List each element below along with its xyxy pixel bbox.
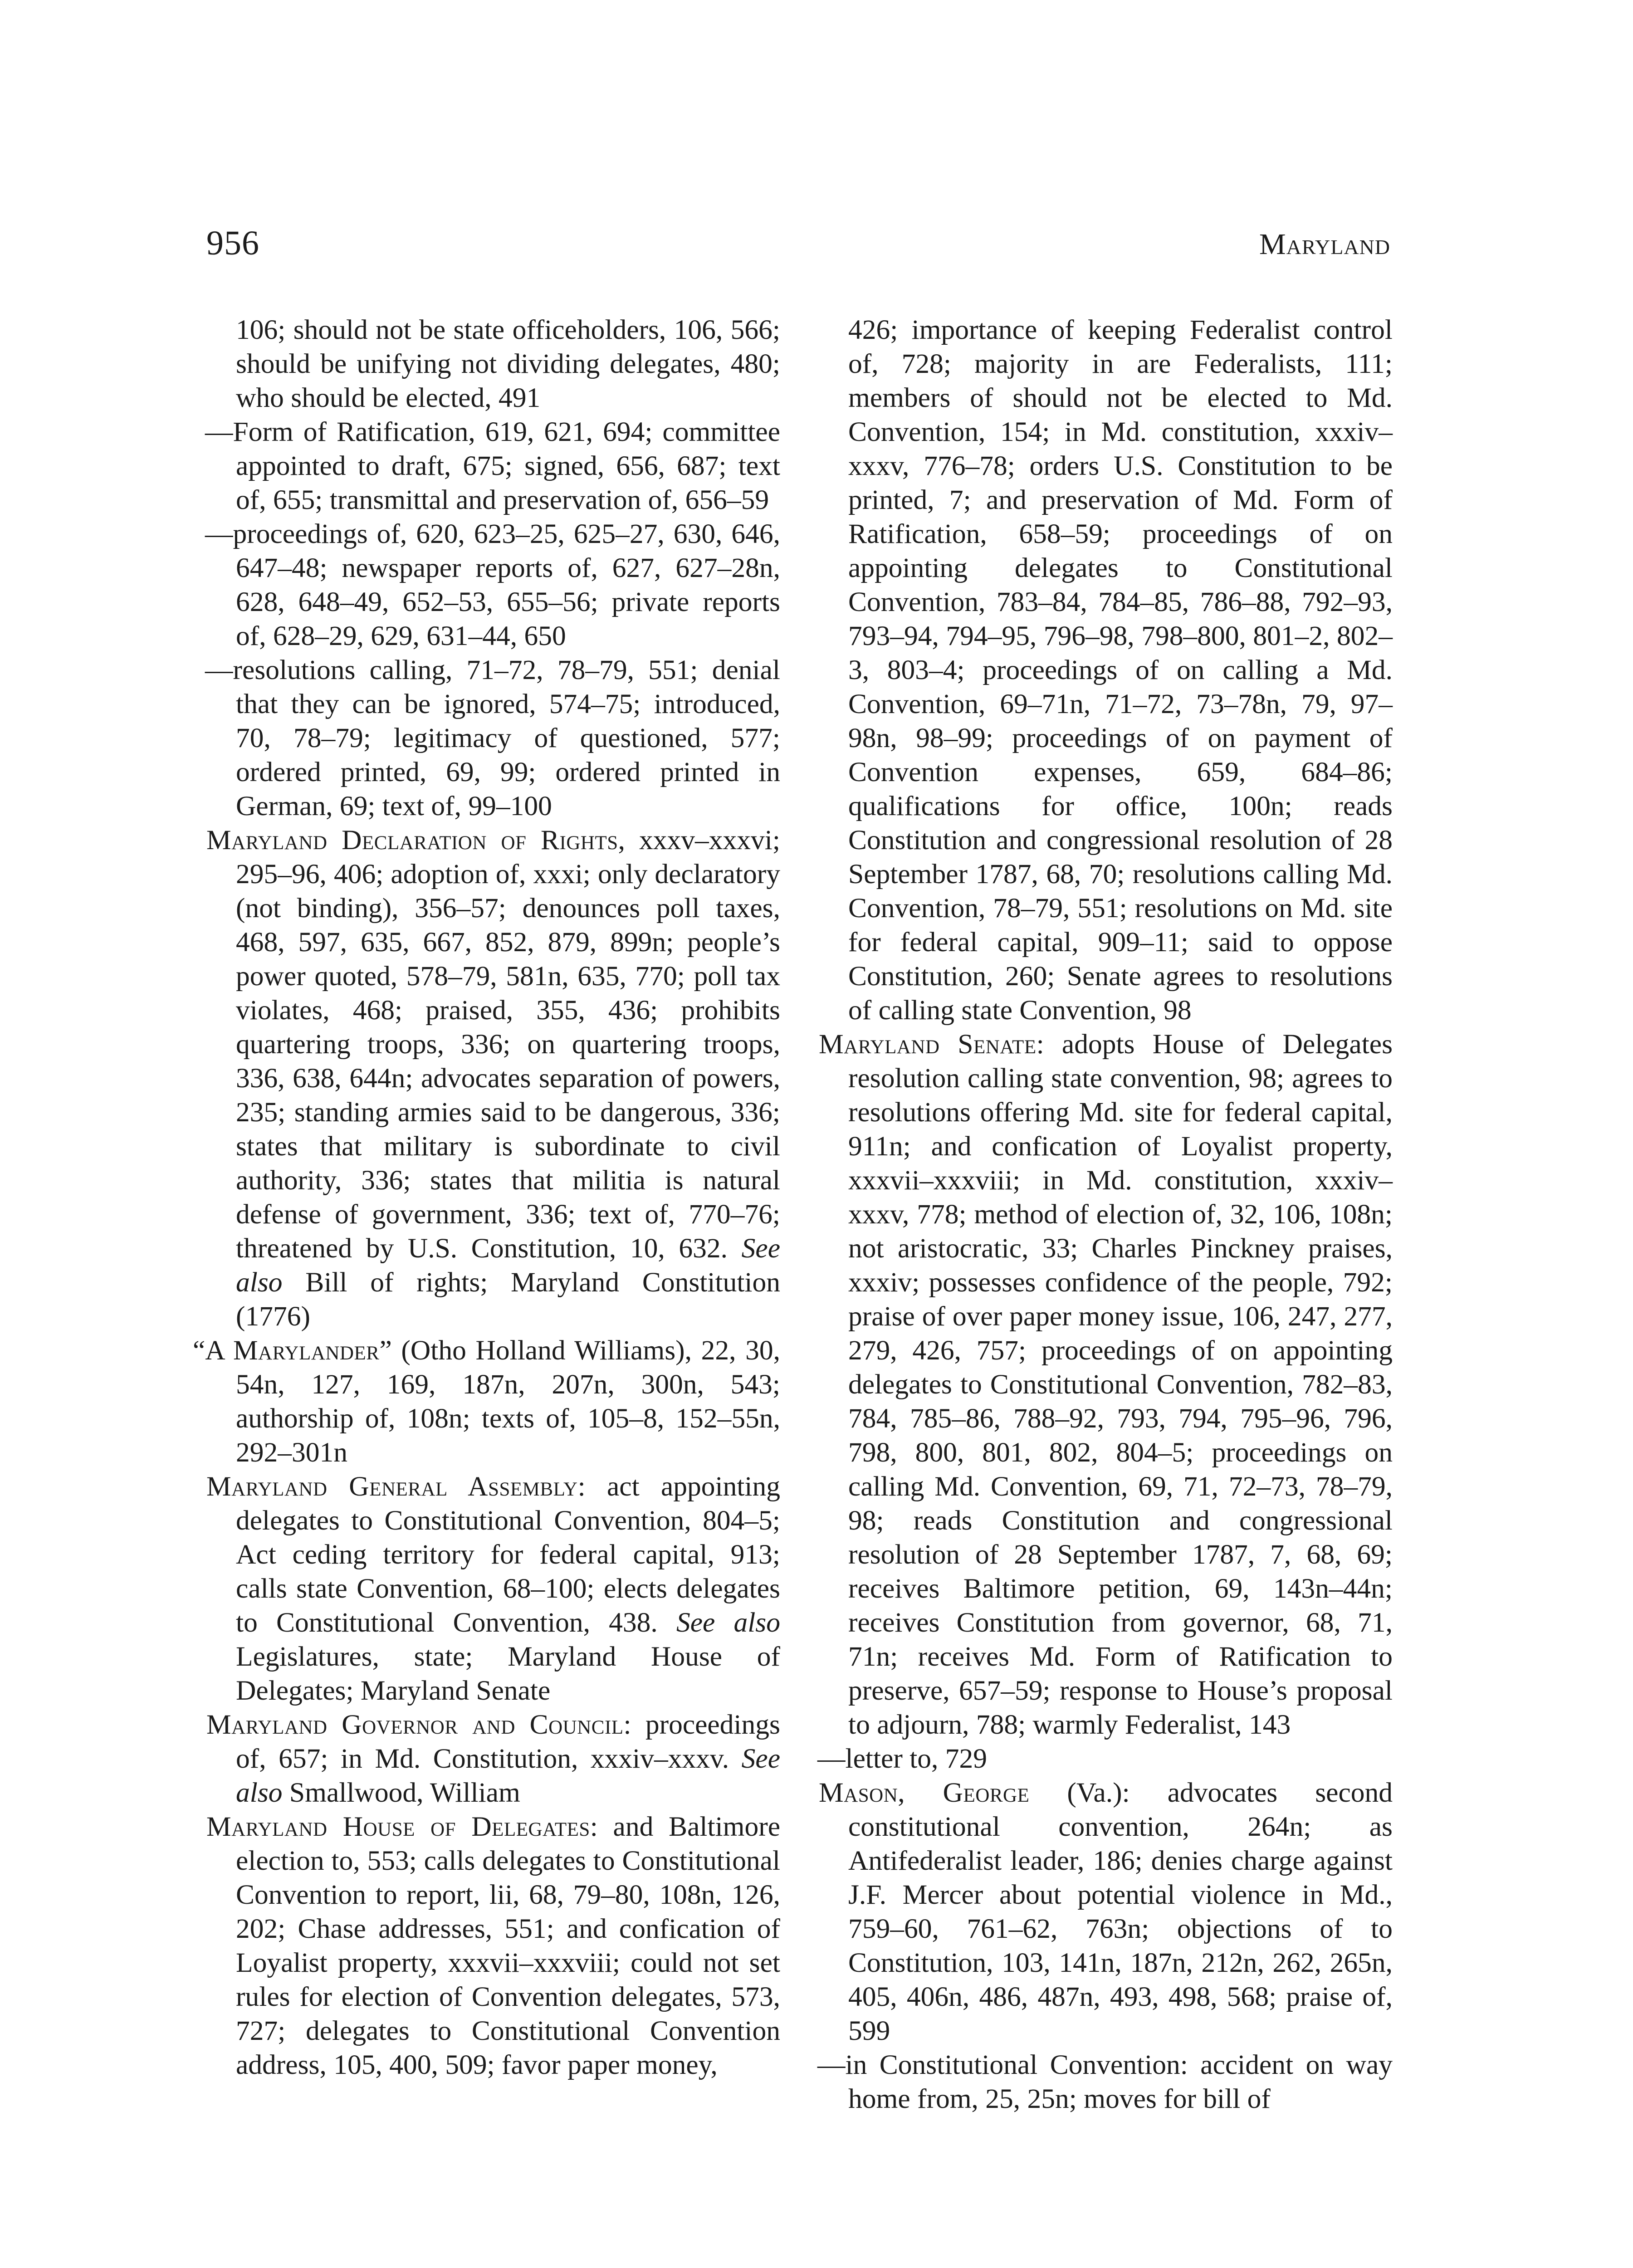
see-also-text: Bill of rights; Maryland Constitution (1776) (236, 1267, 780, 1332)
index-headword: Maryland General Assembly (206, 1471, 578, 1502)
see-also-label: See also (676, 1607, 780, 1638)
index-entry-body: ” (Otho Holland Williams), 22, 30, 54n, 127, 169, 187n, 207n, 300n, 543; authorship of, 108n; texts of, 105–8, 152–55n, 292–301n (236, 1335, 780, 1468)
index-headword: Maryland Governor and Council (206, 1709, 624, 1740)
index-subentry: —in Constitutional Convention: accident on way home from, 25, 25n; moves for bill of (817, 2049, 1393, 2114)
index-entry-body: : act appointing delegates to Constitutional Convention, 804–5; Act ceding territory for federal capital, 913; calls state Convention, 68–100; elects delegates to Constitutional Convention, 438. (236, 1471, 780, 1638)
index-entry-body: , xxxv–xxxvi; 295–96, 406; adoption of, xxxi; only declaratory (not binding), 356–57; denounces poll taxes, 468, 597, 635, 667, 852, 879, 899n; people’s power quoted, 578–79, 581n, 635, 770; poll tax violates, 468; praised, 355, 436; prohibits quartering troops, 336; on quartering troops, 336, 638, 644n; advocates separation of powers, 235; standing armies said to be dangerous, 336; states that military is subordinate to civil authority, 336; states that militia is natural defense of government, 336; text of, 770–76; threatened by U.S. Constitution, 10, 632. (236, 825, 780, 1264)
index-headword: Marylander (233, 1335, 380, 1366)
index-entry-body: : adopts House of Delegates resolution calling state convention, 98; agrees to resolutions offering Md. site for federal capital, 911n; and confication of Loyalist property, xxxvii–xxxviii; in Md. constitution, xxxiv–xxxv, 778; method of election of, 32, 106, 108n; not aristocratic, 33; Charles Pinckney praises, xxxiv; possesses confidence of the people, 792; praise of over paper money issue, 106, 247, 277, 279, 426, 757; proceedings of on appointing delegates to Constitutional Convention, 782–83, 784, 785–86, 788–92, 793, 794, 795–96, 796, 798, 800, 801, 802, 804–5; proceedings on calling Md. Convention, 69, 71, 72–73, 78–79, 98; reads Constitution and congressional resolution of 28 September 1787, 7, 68, 69; receives Baltimore petition, 69, 143n–44n; receives Constitution from governor, 68, 71, 71n; receives Md. Form of Ratification to preserve, 657–59; response to House’s proposal to adjourn, 788; warmly Federalist, 143 (848, 1029, 1393, 1740)
see-also-label: See also (236, 1233, 780, 1298)
index-entry (193, 1334, 780, 1470)
index-subentry: —Form of Ratification, 619, 621, 694; committee appointed to draft, 675; signed, 656, 687; text of, 655; transmittal and preservation of, 656–59 (205, 416, 780, 515)
index-headword: Maryland Senate (819, 1029, 1037, 1060)
index-entry-body: : proceedings of, 657; in Md. Constitution, xxxiv–xxxv. (236, 1709, 780, 1774)
see-also-text: Legislatures, state; Maryland House of Delegates; Maryland Senate (236, 1641, 780, 1706)
index-entry (206, 1470, 780, 1708)
index-entry-body: : and Baltimore election to, 553; calls delegates to Constitutional Convention to report, lii, 68, 79–80, 108n, 126, 202; Chase addresses, 551; and confication of Loyalist property, xxxvii–xxxviii; could not set rules for election of Convention delegates, 573, 727; delegates to Constitutional Convention address, 105, 400, 509; favor paper money, (236, 1811, 780, 2080)
see-also-text: Smallwood, William (282, 1777, 520, 1808)
index-entry (819, 1776, 1393, 2048)
index-column-right (819, 313, 1393, 2116)
index-subentry: —resolutions calling, 71–72, 78–79, 551; denial that they can be ignored, 574–75; introduced, 70, 78–79; legitimacy of questioned, 577; ordered printed, 69, 99; ordered printed in German, 69; text of, 99–100 (205, 655, 780, 821)
index-entry (206, 1810, 780, 2082)
index-subentry: —proceedings of, 620, 623–25, 625–27, 630, 646, 647–48; newspaper reports of, 627, 627–28n, 628, 648–49, 652–53, 655–56; private reports of, 628–29, 629, 631–44, 650 (205, 518, 780, 651)
page-number: 956 (206, 224, 259, 262)
index-entry: 106; should not be state officeholders, 106, 566; should be unifying not dividing delegates, 480; who should be elected, 491 (236, 314, 780, 413)
index-entry: 426; importance of keeping Federalist control of, 728; majority in are Federalists, 111; members of should not be elected to Md. Convention, 154; in Md. constitution, xxxiv–xxxv, 776–78; orders U.S. Constitution to be printed, 7; and preservation of Md. Form of Ratification, 658–59; proceedings of on appointing delegates to Constitutional Convention, 783–84, 784–85, 786–88, 792–93, 793–94, 794–95, 796–98, 798–800, 801–2, 802–3, 803–4; proceedings of on calling a Md. Convention, 69–71n, 71–72, 73–78n, 79, 97–98n, 98–99; proceedings of on payment of Convention expenses, 659, 684–86; qualifications for office, 100n; reads Constitution and congressional resolution of 28 September 1787, 68, 70; resolutions calling Md. Convention, 78–79, 551; resolutions on Md. site for federal capital, 909–11; said to oppose Constitution, 260; Senate agrees to resolutions of calling state Convention, 98 (848, 314, 1393, 1026)
index-entry (206, 823, 780, 1334)
index-headword: Maryland Declaration of Rights (206, 825, 618, 855)
index-headword: Mason, George (819, 1777, 1030, 1808)
index-headword: Maryland House of Delegates (206, 1811, 590, 1842)
index-entry (819, 1027, 1393, 1742)
index-entry-body: (Va.): advocates second constitutional convention, 264n; as Antifederalist leader, 186; denies charge against J.F. Mercer about potential violence in Md., 759–60, 761–62, 763n; objections of to Constitution, 103, 141n, 187n, 212n, 262, 265n, 405, 406n, 486, 487n, 493, 498, 568; praise of, 599 (848, 1777, 1393, 2046)
open-quote: “A (193, 1335, 233, 1366)
index-subentry: —letter to, 729 (817, 1743, 988, 1774)
index-entry (206, 1708, 780, 1810)
running-title: Maryland (1259, 228, 1390, 261)
see-also-label: See also (236, 1743, 780, 1808)
index-column-left (193, 313, 780, 2082)
